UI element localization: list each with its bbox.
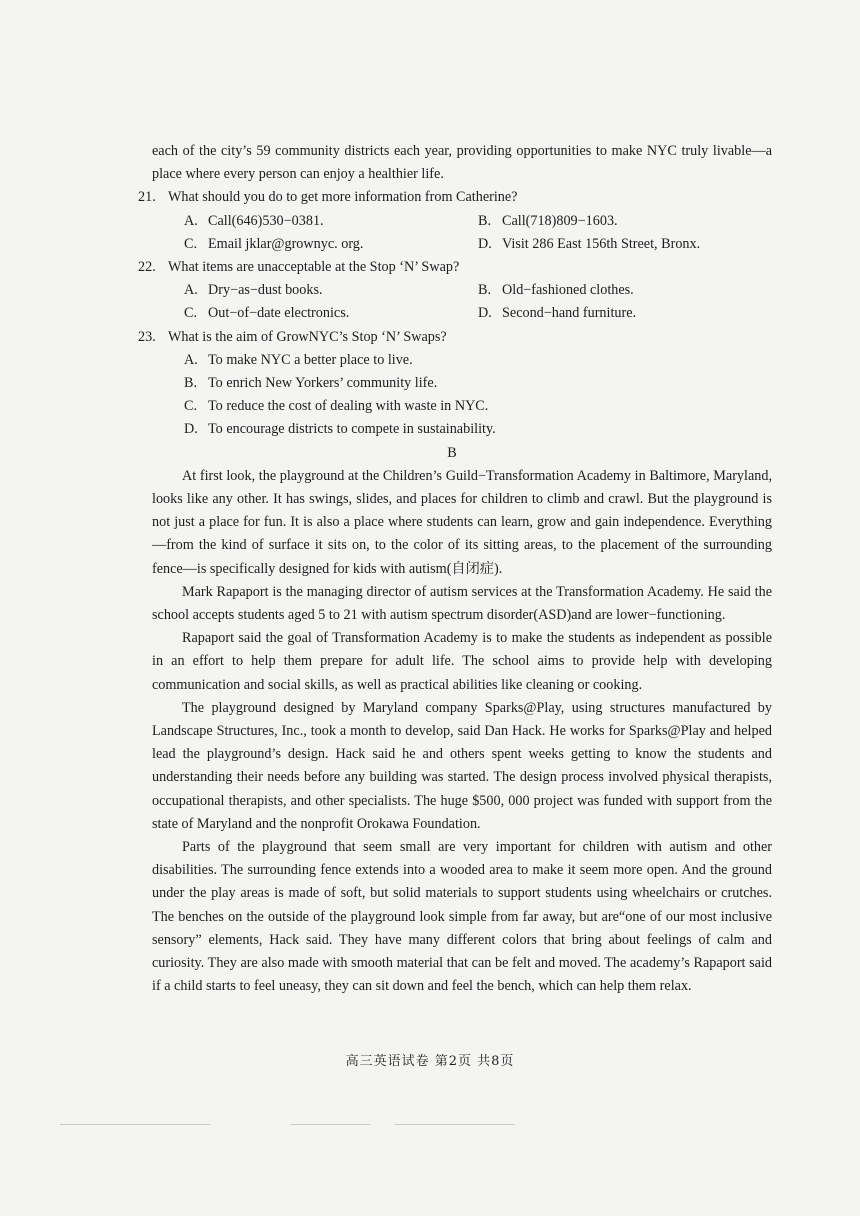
option-d (478, 233, 772, 256)
option-text: To reduce the cost of dealing with waste in NYC. (208, 398, 489, 415)
option-d (478, 302, 772, 325)
option-text: Call(718)809−1603. (502, 212, 618, 229)
option-b (478, 279, 772, 302)
page-content (138, 140, 772, 999)
question-stem: What items are unacceptable at the Stop ‘N’ Swap? (168, 259, 460, 276)
intro-paragraph: each of the city’s 59 community districts each year, providing opportunities to make NYC truly livable—a place where every person can enjoy a healthier life. (152, 143, 772, 183)
option-letter: A. (184, 212, 198, 229)
option-letter: C. (184, 235, 198, 252)
question-stem: What should you do to get more information from Catherine? (168, 189, 518, 206)
option-d (184, 418, 772, 441)
option-a (184, 279, 478, 302)
option-letter: B. (478, 212, 492, 229)
option-a (184, 210, 478, 233)
question-22 (138, 256, 772, 326)
scan-smudge (60, 1124, 210, 1125)
option-text: Email jklar@grownyc. org. (208, 235, 364, 252)
option-text: To make NYC a better place to live. (208, 351, 413, 368)
option-text: Out−of−date electronics. (208, 305, 350, 322)
option-text: Dry−as−dust books. (208, 282, 323, 299)
question-number: 23. (138, 328, 156, 345)
option-c (184, 233, 478, 256)
option-c (184, 302, 478, 325)
option-letter: D. (478, 305, 492, 322)
passage-paragraph-4: The playground designed by Maryland company Sparks@Play, using structures manufactured by Landscape Structures, Inc., took a month to develop, said Dan Hack. He works for Sparks@Play and helped lead the playground’s design. Hack said he and others spent weeks getting to know the students and understanding their needs before any building was started. The design process involved physical therapists, occupational therapists, and other specialists. The huge $500, 000 project was funded with support from the state of Maryland and the nonprofit Orokawa Foundation. (152, 699, 772, 832)
option-b (184, 372, 772, 395)
question-21 (138, 186, 772, 256)
question-number: 21. (138, 189, 156, 206)
passage-paragraph-2: Mark Rapaport is the managing director of autism services at the Transformation Academy. He said the school accepts students aged 5 to 21 with autism spectrum disorder(ASD)and are lower−functioning. (152, 583, 772, 624)
option-letter: B. (478, 282, 492, 299)
option-letter: C. (184, 398, 198, 415)
passage-paragraph-5: Parts of the playground that seem small are very important for children with autism and other disabilities. The surrounding fence extends into a wooded area to make it seem more open. And the ground under the play areas is made of soft, but solid materials to support students using wheelchairs or crutches. The benches on the outside of the playground look simple from far away, but are“one of our most inclusive sensory” elements, Hack said. They have many different colors that bring about feelings of calm and curiosity. They are also made with smooth material that can be felt and moved. The academy’s Rapaport said if a child starts to feel uneasy, they can sit down and feel the bench, which can help them relax. (152, 839, 772, 995)
option-letter: D. (184, 421, 198, 438)
question-number: 22. (138, 259, 156, 276)
page-footer: 高三英语试卷 第2页 共8页 (345, 1054, 515, 1069)
passage-paragraph-3: Rapaport said the goal of Transformation Academy is to make the students as independent as possible in an effort to help them prepare for adult life. The school aims to provide help with developing communication and social skills, as well as practical abilities like cleaning or cooking. (152, 630, 772, 693)
option-letter: C. (184, 305, 198, 322)
option-text: Call(646)530−0381. (208, 212, 324, 229)
option-letter: B. (184, 375, 198, 392)
question-23 (138, 326, 772, 442)
passage-paragraph-1: At first look, the playground at the Children’s Guild−Transformation Academy in Baltimore, Maryland, looks like any other. It has swings, slides, and places for children to climb and crawl. But the playground is not just a place for fun. It is also a place where students can learn, grow and gain independence. Everything—from the kind of surface it sits on, to the color of its sitting areas, to the placement of the surrounding fence—is specifically designed for kids with autism(自闭症). (152, 467, 772, 577)
option-letter: D. (478, 235, 492, 252)
scan-smudge (395, 1124, 515, 1125)
option-text: To enrich New Yorkers’ community life. (208, 375, 438, 392)
option-a (184, 349, 772, 372)
scan-smudge (290, 1124, 370, 1125)
option-letter: A. (184, 282, 198, 299)
option-b (478, 210, 772, 233)
option-text: Second−hand furniture. (502, 305, 637, 322)
option-text: To encourage districts to compete in sustainability. (208, 421, 496, 438)
question-stem: What is the aim of GrowNYC’s Stop ‘N’ Swaps? (168, 328, 447, 345)
option-c (184, 395, 772, 418)
option-text: Visit 286 East 156th Street, Bronx. (502, 235, 701, 252)
section-heading: B (447, 444, 457, 461)
option-letter: A. (184, 351, 198, 368)
option-text: Old−fashioned clothes. (502, 282, 634, 299)
